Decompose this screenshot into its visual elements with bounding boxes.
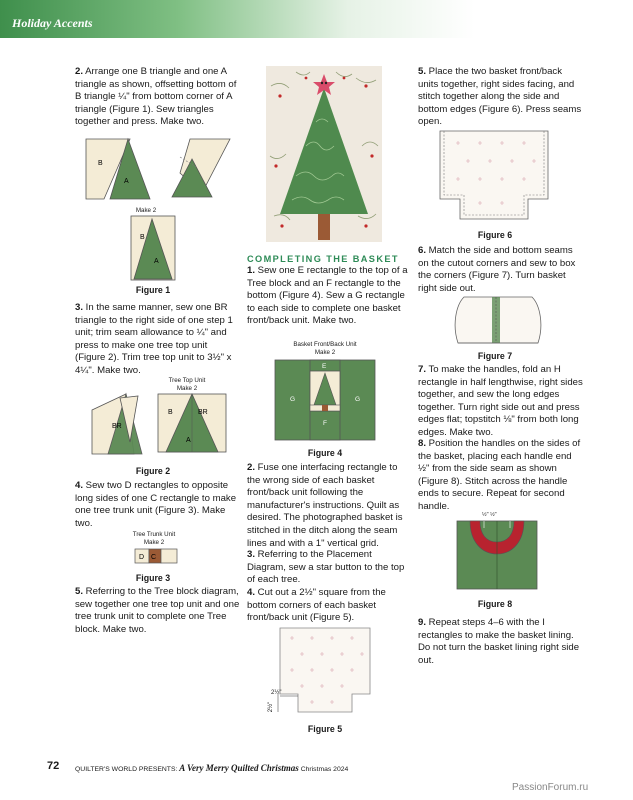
- figure-2-caption: Figure 2: [135, 466, 171, 476]
- figure-8: [456, 520, 538, 590]
- footer-title: A Very Merry Quilted Christmas: [179, 763, 299, 773]
- fig4-label-e: E: [322, 363, 327, 370]
- basket-step-3: 3. Referring to the Placement Diagram, sew a star button to the top of each tree.: [247, 549, 405, 586]
- footer-publication: QUILTER'S WORLD PRESENTS: A Very Merry Quilted Christmas Christmas 2024: [75, 763, 349, 773]
- step-3: 3. In the same manner, sew one BR triangle to the right side of one step 1 unit; trim seam allowance to ¼" and press to make one tree top unit (Figure 2). Trim tree top unit to 3½" x 4¼". Make two.: [75, 302, 233, 376]
- basket-step-2: 2. Fuse one interfacing rectangle to the wrong side of each basket front/back unit following the manufacturer's instructions. Quilt as desired. The photographed basket is stitched in the ditch along the seam lines and with a 1" vertical grid.: [247, 462, 403, 549]
- figure-4: [274, 359, 376, 441]
- section-title: Holiday Accents: [12, 16, 93, 30]
- figure-6-caption: Figure 6: [477, 230, 513, 240]
- page-number: 72: [47, 760, 60, 772]
- footer-issue: Christmas 2024: [300, 766, 349, 773]
- fig2-label-br: BR: [112, 423, 122, 430]
- basket-step-4: 4. Cut out a 2½" square from the bottom corners of each basket front/back unit (Figure 5).: [247, 587, 386, 624]
- basket-step-8: 8. Position the handles on the sides of the basket, placing each handle end ½" from the side seam as shown (Figure 8). Stitch across the handle ends to secure. Repeat for second handle.: [418, 438, 581, 512]
- fig8-dim: ½" ½": [482, 512, 497, 518]
- figure-3: [134, 548, 178, 564]
- fig3-title: Tree Trunk Unit Make 2: [132, 531, 176, 546]
- basket-step-5: 5. Place the two basket front/back units together, right sides facing, and stitch together along the side and bottom edges (Figure 6). Press seams open.: [418, 66, 582, 128]
- fig2-label-b: B: [168, 409, 173, 416]
- fig4-title: Basket Front/Back Unit Make 2: [293, 341, 357, 356]
- figure-5-caption: Figure 5: [307, 724, 343, 734]
- figure-6: [438, 129, 550, 221]
- fig4-label-g-right: G: [355, 396, 361, 403]
- basket-step-9: 9. Repeat steps 4–6 with the I rectangles to make the basket lining. Do not turn the basket lining right side out.: [418, 617, 580, 666]
- fig2-label-a: A: [186, 437, 191, 444]
- fig5-dim: 2½": [271, 690, 282, 696]
- basket-step-1: 1. Sew one E rectangle to the top of a Tree block and an F rectangle to the bottom (Figure 4). Sew a G rectangle to each side to complete one basket front/back unit. Make two.: [247, 265, 408, 327]
- fig1-label-b: B: [98, 160, 103, 167]
- figure-8-caption: Figure 8: [477, 599, 513, 609]
- fig2-title: Tree Top Unit Make 2: [168, 377, 206, 392]
- figure-1-caption: Figure 1: [135, 285, 171, 295]
- step-5: 5. Referring to the Tree block diagram, sew together one tree top unit and one tree trunk unit to complete one Tree block. Make two.: [75, 586, 240, 635]
- fig3-label-c: C: [151, 554, 157, 561]
- figure-5: [266, 626, 384, 714]
- figure-4-caption: Figure 4: [307, 448, 343, 458]
- figure-7-caption: Figure 7: [477, 351, 513, 361]
- tree-block-photo: [266, 66, 382, 242]
- fig1-label-a: A: [124, 178, 129, 185]
- fig2-label-br2: BR: [198, 409, 208, 416]
- fig1-label-b2: B: [140, 234, 145, 241]
- figure-2: [90, 392, 230, 456]
- fig5-dim-vertical: 2½": [268, 701, 275, 713]
- fig4-label-g-left: G: [290, 396, 296, 403]
- section-heading: COMPLETING THE BASKET: [247, 254, 399, 264]
- figure-1-top: [84, 133, 234, 205]
- basket-step-7: 7. To make the handles, fold an H rectangle in half lengthwise, right sides together, and sew the long edges together. Turn right side out and press edges flat; topstitch ⅛" from both long edges. Make two.: [418, 364, 583, 438]
- basket-step-6: 6. Match the side and bottom seams on the cutout corners and sew to box the corners (Figure 7). Turn basket right side out.: [418, 245, 576, 294]
- figure-3-caption: Figure 3: [135, 573, 171, 583]
- fig3-label-d: D: [139, 554, 145, 561]
- step-2: 2. Arrange one B triangle and one A triangle as shown, offsetting bottom of B triangle ¼" from bottom corner of A triangle (Figure 1). Sew triangles together and press. Make two.: [75, 66, 237, 128]
- watermark: PassionForum.ru: [512, 782, 589, 793]
- figure-1-bottom: [130, 215, 176, 281]
- section-banner: [0, 0, 633, 38]
- fig4-label-f: F: [323, 420, 327, 427]
- figure-7: [450, 295, 546, 345]
- fig1-make: Make 2: [135, 207, 157, 214]
- fig1-label-a2: A: [154, 258, 159, 265]
- step-4: 4. Sew two D rectangles to opposite long sides of one C rectangle to make one tree trunk unit (Figure 3). Make two.: [75, 480, 237, 529]
